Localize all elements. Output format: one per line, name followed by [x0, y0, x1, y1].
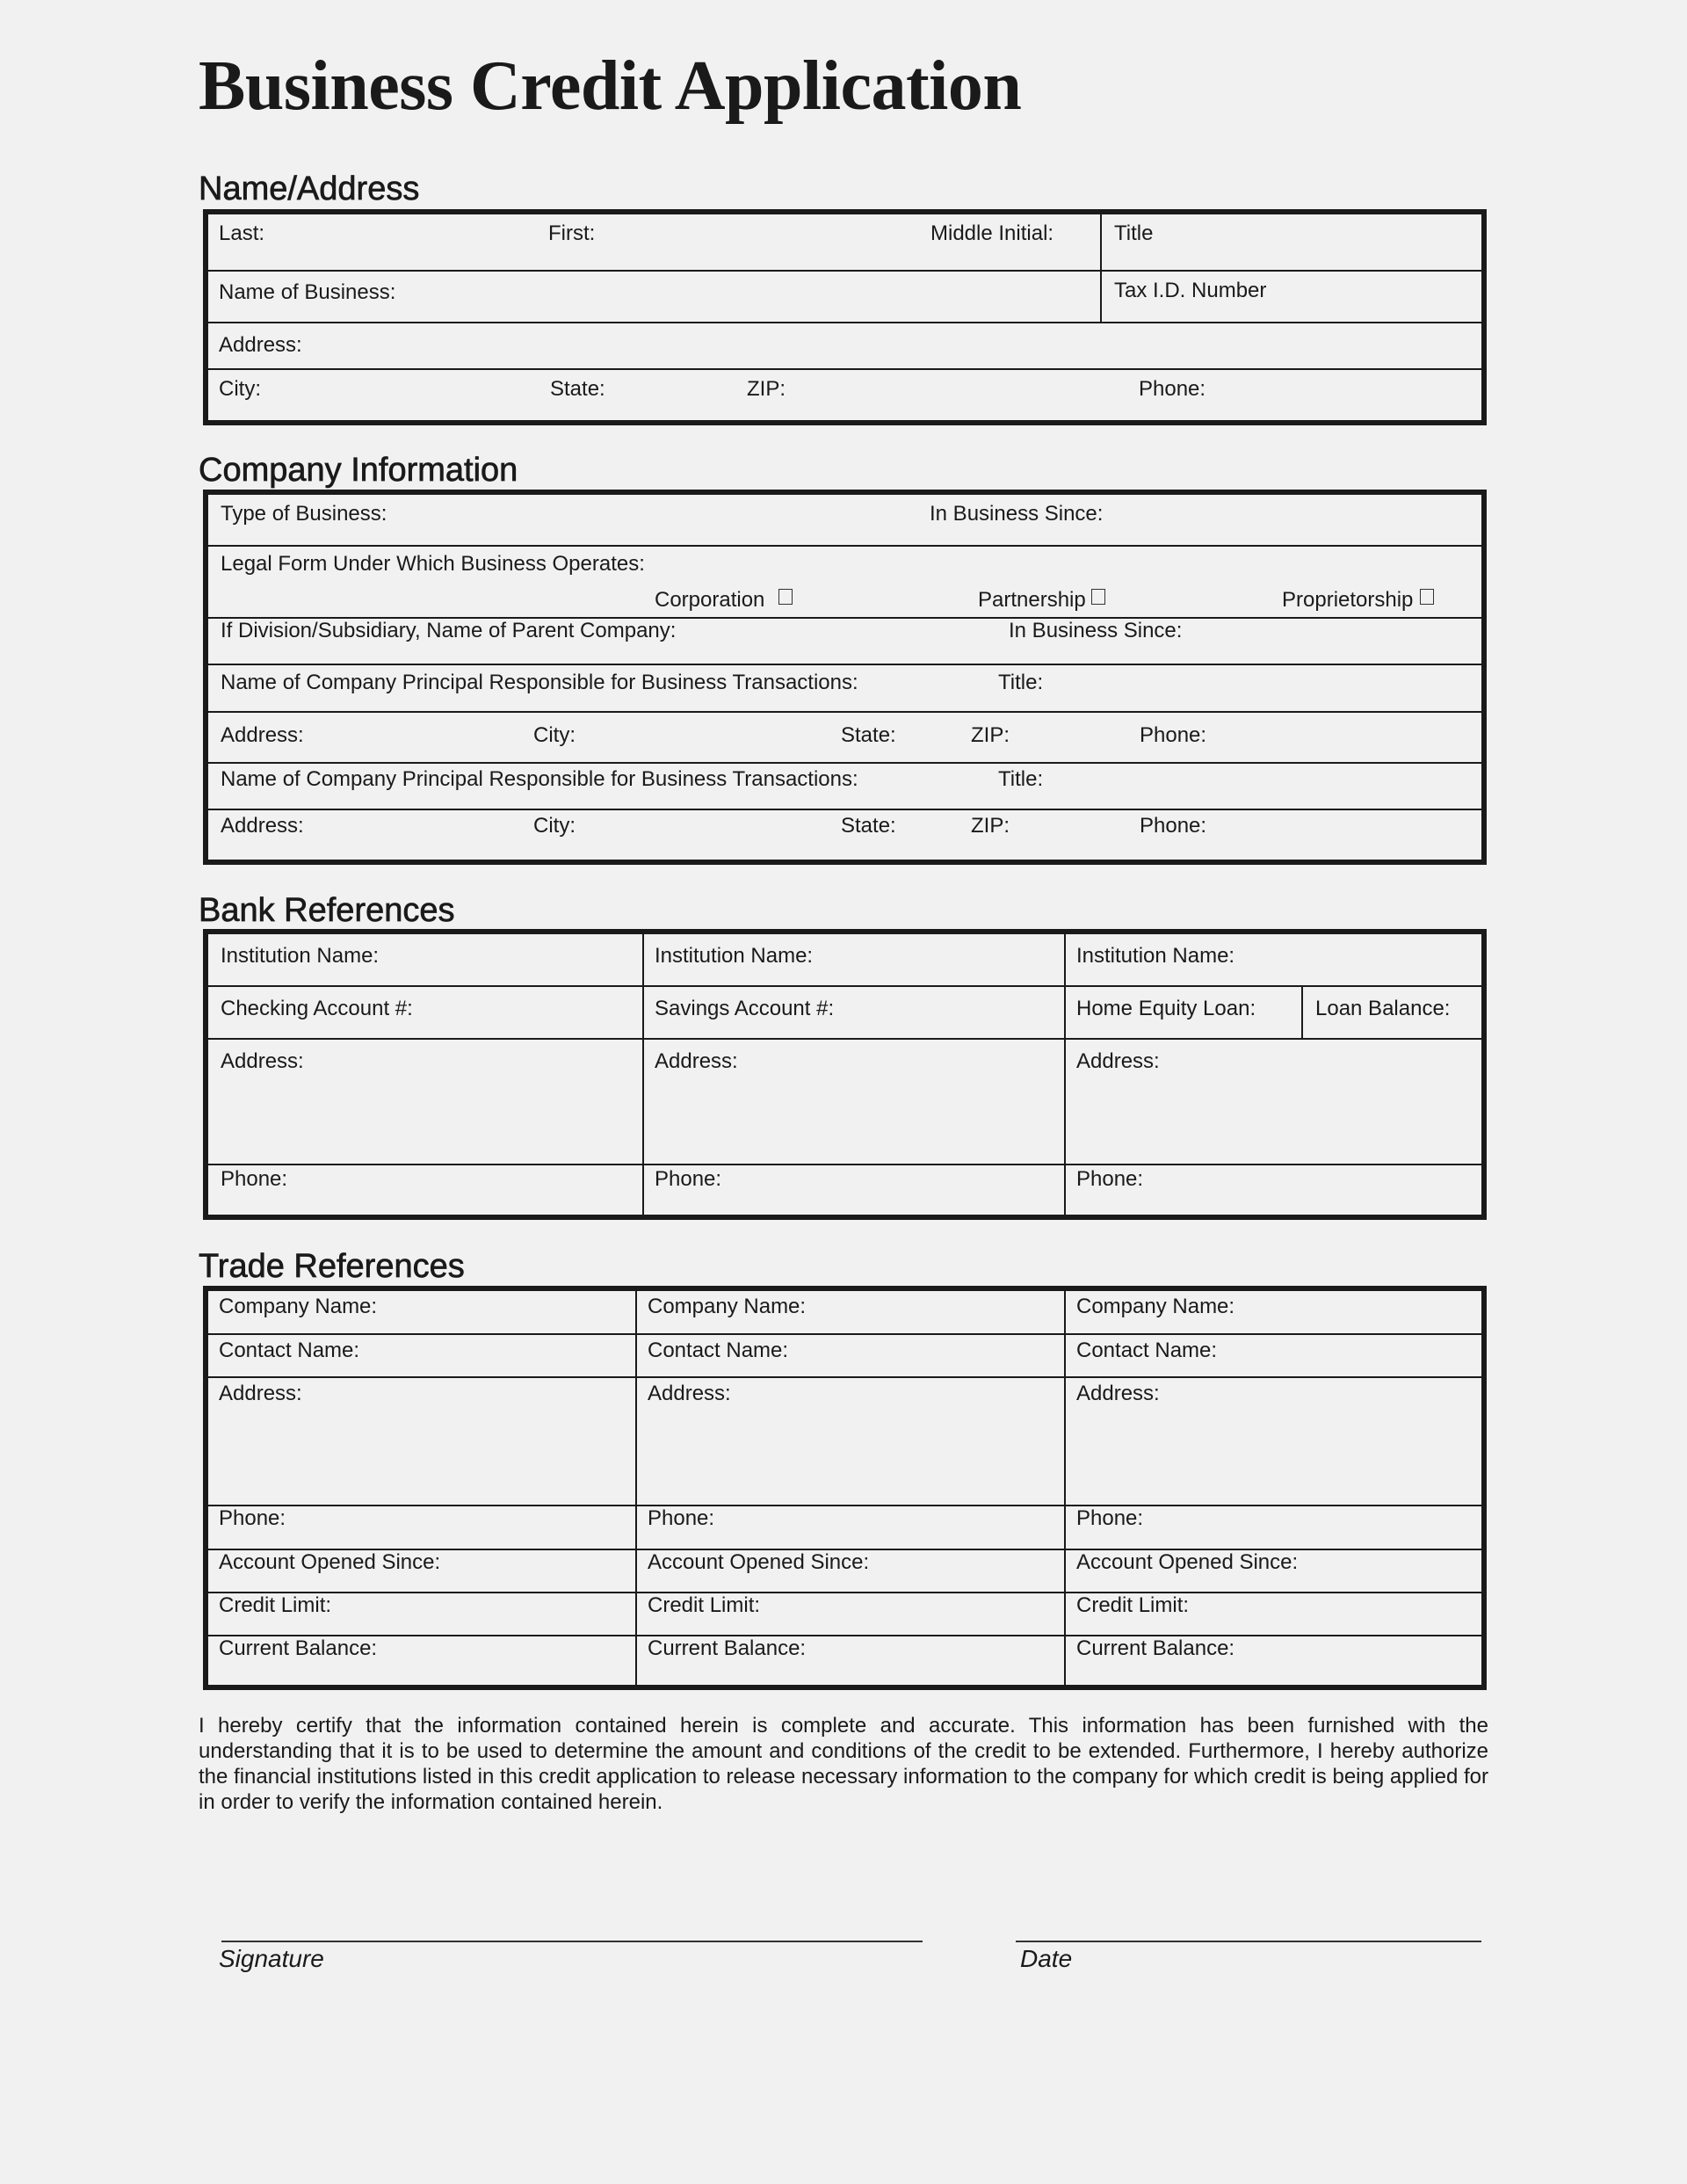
trade-2-contact-field[interactable] [637, 1335, 1064, 1376]
proprietorship-checkbox[interactable] [1420, 589, 1434, 605]
trade-1-phone-label: Phone: [219, 1506, 286, 1530]
trade-2-opened-field[interactable] [637, 1550, 1064, 1592]
legal-form-label: Legal Form Under Which Business Operates: [221, 552, 645, 576]
section-heading-trade-refs: Trade References [199, 1248, 465, 1285]
principal-2-title-label: Title: [998, 767, 1044, 791]
trade-3-opened-label: Account Opened Since: [1076, 1550, 1299, 1574]
first-name-label: First: [548, 221, 596, 245]
savings-account-label: Savings Account #: [655, 997, 835, 1020]
city-label: City: [219, 377, 261, 401]
principal-1-label: Name of Company Principal Responsible for Business Transactions: [221, 671, 858, 694]
trade-1-balance-label: Current Balance: [219, 1636, 378, 1660]
bank-3-institution-label: Institution Name: [1076, 944, 1235, 968]
account-row [208, 987, 1481, 1040]
type-of-business-label: Type of Business: [221, 502, 387, 526]
home-equity-label: Home Equity Loan: [1076, 997, 1256, 1020]
trade-1-company-field[interactable] [208, 1291, 635, 1333]
trade-3-credit-limit-label: Credit Limit: [1076, 1593, 1190, 1617]
bank-1-address-field[interactable] [208, 1040, 642, 1164]
loan-balance-label: Loan Balance: [1315, 997, 1451, 1020]
trade-3-phone-field[interactable] [1066, 1506, 1481, 1549]
trade-2-balance-field[interactable] [637, 1636, 1064, 1685]
principal-1-address-row[interactable] [208, 713, 1481, 764]
checking-account-label: Checking Account #: [221, 997, 413, 1020]
trade-1-opened-label: Account Opened Since: [219, 1550, 441, 1574]
savings-account-field[interactable] [644, 987, 1064, 1038]
trade-1-address-field[interactable] [208, 1378, 635, 1505]
phone-label: Phone: [1139, 377, 1206, 401]
trade-1-contact-label: Contact Name: [219, 1339, 360, 1362]
principal-2-address-label: Address: [221, 814, 304, 838]
trade-references-section [203, 1286, 1487, 1690]
business-name-label: Name of Business: [219, 280, 396, 304]
trade-2-company-label: Company Name: [648, 1295, 807, 1318]
trade-3-balance-label: Current Balance: [1076, 1636, 1235, 1660]
loan-balance-field[interactable] [1301, 987, 1481, 1038]
trade-3-company-label: Company Name: [1076, 1295, 1235, 1318]
certification-text: I hereby certify that the information contained herein is complete and accurate. This information has been furnished with the understanding that it is to be used to determine the amount and conditions of the credit to be extended. Furthermore, I hereby authorize the financial institutions listed in this credit application to release necessary information to the company for which credit is being applied for in order to verify the information contained herein. [199, 1714, 1488, 1814]
trade-1-opened-field[interactable] [208, 1550, 635, 1592]
zip-label: ZIP: [747, 377, 786, 401]
parent-company-label: If Division/Subsidiary, Name of Parent Company: [221, 619, 677, 642]
address-label: Address: [219, 333, 302, 357]
bank-1-institution-label: Institution Name: [221, 944, 380, 968]
bank-2-phone-field[interactable] [644, 1165, 1064, 1215]
bank-3-phone-field[interactable] [1066, 1165, 1481, 1215]
trade-2-credit-limit-label: Credit Limit: [648, 1593, 761, 1617]
trade-2-balance-label: Current Balance: [648, 1636, 807, 1660]
parent-company-row[interactable] [208, 619, 1481, 665]
institution-row [208, 934, 1481, 987]
address-field[interactable] [208, 323, 1481, 370]
bank-3-address-label: Address: [1076, 1049, 1160, 1073]
principal-1-city-label: City: [533, 723, 576, 747]
trade-3-credit-limit-field[interactable] [1066, 1593, 1481, 1635]
state-label: State: [550, 377, 605, 401]
trade-credit-limit-row [208, 1593, 1481, 1636]
trade-1-phone-field[interactable] [208, 1506, 635, 1549]
bank-2-institution-field[interactable] [644, 934, 1064, 985]
trade-balance-row [208, 1636, 1481, 1685]
bank-2-phone-label: Phone: [655, 1167, 722, 1191]
trade-opened-row [208, 1550, 1481, 1593]
bank-1-phone-field[interactable] [208, 1165, 642, 1215]
proprietorship-label: Proprietorship [1282, 588, 1414, 612]
type-of-business-row[interactable] [208, 495, 1481, 547]
corporation-option[interactable] [655, 589, 793, 611]
bank-2-address-label: Address: [655, 1049, 738, 1073]
principal-2-address-row[interactable] [208, 810, 1481, 860]
title-label: Title [1114, 221, 1154, 245]
title-field[interactable] [1100, 214, 1481, 270]
section-heading-company-info: Company Information [199, 452, 518, 489]
proprietorship-option[interactable] [1282, 589, 1434, 611]
business-name-field[interactable] [208, 272, 1100, 323]
trade-1-company-label: Company Name: [219, 1295, 378, 1318]
principal-1-state-label: State: [841, 723, 896, 747]
trade-3-contact-label: Contact Name: [1076, 1339, 1218, 1362]
company-info-section [203, 490, 1487, 865]
corporation-label: Corporation [655, 588, 765, 612]
trade-2-address-label: Address: [648, 1382, 731, 1405]
bank-1-address-label: Address: [221, 1049, 304, 1073]
partnership-label: Partnership [978, 588, 1086, 612]
trade-company-row [208, 1291, 1481, 1335]
principal-1-row[interactable] [208, 665, 1481, 713]
principal-2-phone-label: Phone: [1140, 814, 1207, 838]
checking-account-field[interactable] [208, 987, 642, 1038]
principal-1-address-label: Address: [221, 723, 304, 747]
corporation-checkbox[interactable] [778, 589, 793, 605]
principal-2-state-label: State: [841, 814, 896, 838]
trade-3-balance-field[interactable] [1066, 1636, 1481, 1685]
bank-1-institution-field[interactable] [208, 934, 642, 985]
bank-phone-row [208, 1165, 1481, 1215]
principal-1-zip-label: ZIP: [971, 723, 1010, 747]
trade-2-opened-label: Account Opened Since: [648, 1550, 870, 1574]
principal-1-title-label: Title: [998, 671, 1044, 694]
principal-2-row[interactable] [208, 764, 1481, 810]
trade-1-balance-field[interactable] [208, 1636, 635, 1685]
name-cell[interactable] [208, 214, 1100, 270]
partnership-checkbox[interactable] [1091, 589, 1105, 605]
signature-line[interactable] [221, 1941, 923, 1942]
date-line[interactable] [1016, 1941, 1481, 1942]
bank-3-address-field[interactable] [1066, 1040, 1481, 1164]
trade-3-phone-label: Phone: [1076, 1506, 1144, 1530]
city-state-zip-row[interactable] [208, 370, 1481, 420]
tax-id-field[interactable] [1100, 272, 1481, 323]
bank-2-institution-label: Institution Name: [655, 944, 814, 968]
trade-3-opened-field[interactable] [1066, 1550, 1481, 1592]
business-row [208, 272, 1481, 323]
last-name-label: Last: [219, 221, 265, 245]
principal-1-phone-label: Phone: [1140, 723, 1207, 747]
trade-3-company-field[interactable] [1066, 1291, 1481, 1333]
name-address-section [203, 209, 1487, 425]
trade-2-contact-label: Contact Name: [648, 1339, 789, 1362]
signature-label: Signature [219, 1945, 324, 1972]
trade-2-phone-field[interactable] [637, 1506, 1064, 1549]
trade-3-contact-field[interactable] [1066, 1335, 1481, 1376]
tax-id-label: Tax I.D. Number [1114, 279, 1267, 302]
principal-2-zip-label: ZIP: [971, 814, 1010, 838]
trade-1-contact-field[interactable] [208, 1335, 635, 1376]
legal-form-row [208, 547, 1481, 619]
bank-references-section [203, 929, 1487, 1220]
home-equity-field[interactable] [1066, 987, 1301, 1038]
parent-in-business-since-label: In Business Since: [1009, 619, 1183, 642]
trade-phone-row [208, 1506, 1481, 1550]
bank-1-phone-label: Phone: [221, 1167, 288, 1191]
trade-1-credit-limit-label: Credit Limit: [219, 1593, 332, 1617]
document-title: Business Credit Application [199, 47, 1022, 125]
section-heading-name-address: Name/Address [199, 171, 420, 207]
in-business-since-label: In Business Since: [930, 502, 1104, 526]
trade-2-company-field[interactable] [637, 1291, 1064, 1333]
trade-1-credit-limit-field[interactable] [208, 1593, 635, 1635]
trade-contact-row [208, 1335, 1481, 1378]
trade-2-credit-limit-field[interactable] [637, 1593, 1064, 1635]
trade-1-address-label: Address: [219, 1382, 302, 1405]
date-label: Date [1020, 1945, 1073, 1972]
trade-3-address-field[interactable] [1066, 1378, 1481, 1505]
name-row [208, 214, 1481, 272]
bank-3-phone-label: Phone: [1076, 1167, 1144, 1191]
bank-2-address-field[interactable] [644, 1040, 1064, 1164]
bank-3-institution-field[interactable] [1066, 934, 1481, 985]
trade-2-phone-label: Phone: [648, 1506, 715, 1530]
trade-address-row [208, 1378, 1481, 1506]
section-heading-bank-refs: Bank References [199, 892, 455, 929]
trade-2-address-field[interactable] [637, 1378, 1064, 1505]
bank-address-row [208, 1040, 1481, 1165]
principal-2-label: Name of Company Principal Responsible for Business Transactions: [221, 767, 858, 791]
principal-2-city-label: City: [533, 814, 576, 838]
partnership-option[interactable] [978, 589, 1105, 611]
trade-3-address-label: Address: [1076, 1382, 1160, 1405]
middle-initial-label: Middle Initial: [930, 221, 1054, 245]
